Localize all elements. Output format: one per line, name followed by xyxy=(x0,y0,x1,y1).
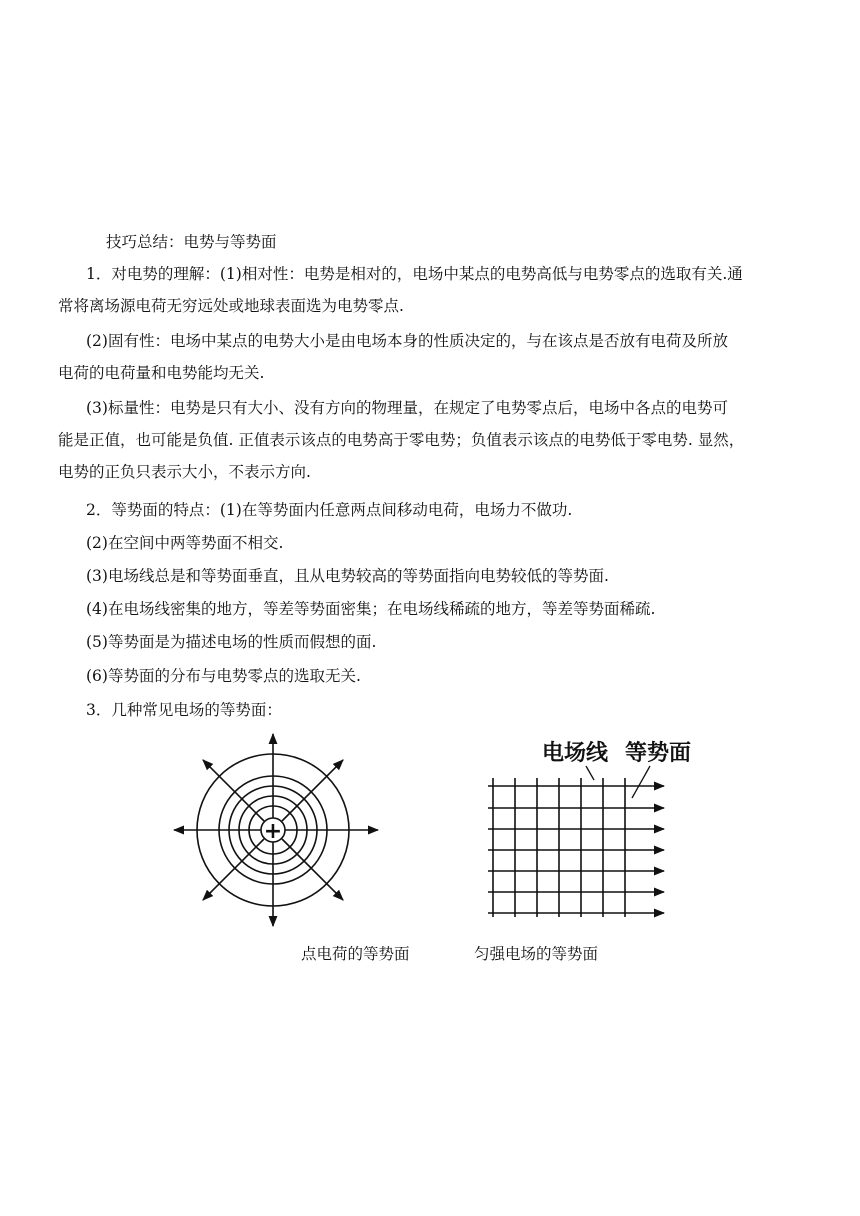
paragraph-line: (6)等势面的分布与电势零点的选取无关. xyxy=(86,667,361,685)
equipotential-label: 等势面 xyxy=(625,741,692,766)
point-charge-diagram xyxy=(170,728,382,930)
paragraph-line: (3)电场线总是和等势面垂直，且从电势较高的等势面指向电势较低的等势面. xyxy=(86,567,609,585)
paragraph-line: 3．几种常见电场的等势面： xyxy=(86,701,282,719)
paragraph-line: 电荷的电荷量和电势能均无关. xyxy=(58,364,265,382)
paragraph-line: (3)标量性：电势是只有大小、没有方向的物理量，在规定了电势零点后，电场中各点的电势可 xyxy=(86,399,728,417)
paragraph-line: 1．对电势的理解：(1)相对性：电势是相对的，电场中某点的电势高低与电势零点的选取有关.通 xyxy=(86,265,743,283)
field-lines-label: 电场线 xyxy=(542,741,609,766)
uniform-field-diagram xyxy=(480,730,720,922)
label-pointer xyxy=(632,766,650,798)
section-title: 技巧总结：电势与等势面 xyxy=(106,233,277,251)
point-charge-caption: 点电荷的等势面 xyxy=(301,945,410,963)
uniform-field-caption: 匀强电场的等势面 xyxy=(474,945,599,963)
charge-symbol: + xyxy=(263,819,283,844)
paragraph-line: (2)在空间中两等势面不相交. xyxy=(86,534,284,552)
paragraph-line: (4)在电场线密集的地方，等差等势面密集；在电场线稀疏的地方，等差等势面稀疏. xyxy=(86,600,656,618)
paragraph-line: 能是正值，也可能是负值. 正值表示该点的电势高于零电势；负值表示该点的电势低于零电势. 显然， xyxy=(58,431,745,449)
paragraph-line: 2．等势面的特点：(1)在等势面内任意两点间移动电荷，电场力不做功. xyxy=(86,501,573,519)
paragraph-line: (5)等势面是为描述电场的性质而假想的面. xyxy=(86,633,377,651)
label-pointer xyxy=(586,766,594,780)
paragraph-line: (2)固有性：电场中某点的电势大小是由电场本身的性质决定的，与在该点是否放有电荷及所放 xyxy=(86,332,728,350)
paragraph-line: 电势的正负只表示大小，不表示方向. xyxy=(58,463,311,481)
paragraph-line: 常将离场源电荷无穷远处或地球表面选为电势零点. xyxy=(58,297,404,315)
